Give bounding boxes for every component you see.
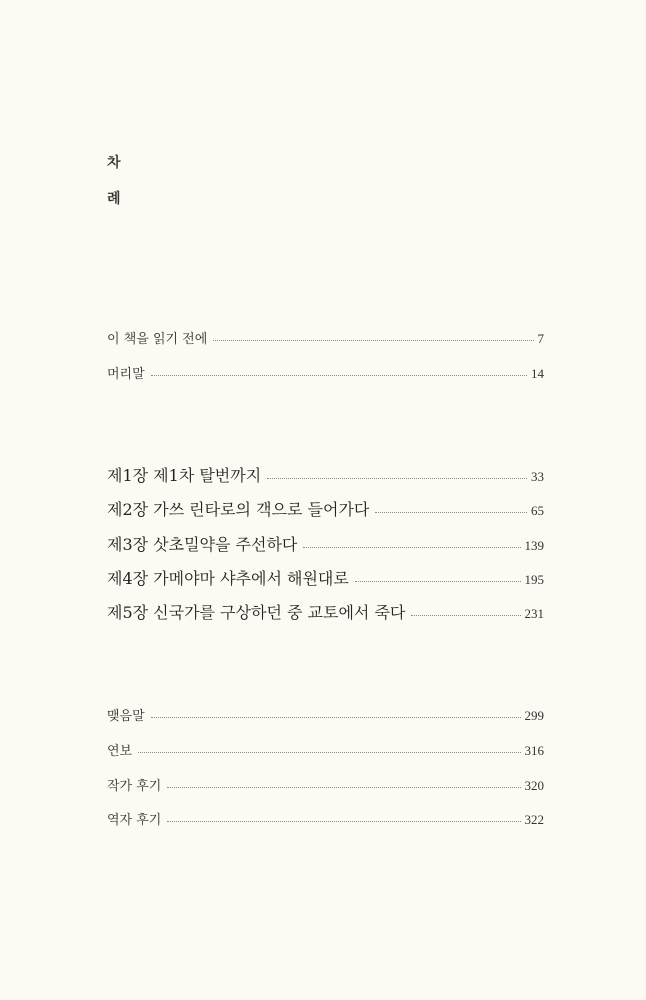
toc-entry-label: 제3장 삿초밀약을 주선하다 — [107, 535, 298, 554]
dot-leader — [151, 717, 521, 718]
toc-entry-chapter-4[interactable] — [107, 566, 544, 589]
dot-leader — [303, 547, 520, 548]
dot-leader — [355, 581, 521, 582]
toc-entry-page: 231 — [524, 606, 544, 621]
toc-entry-page: 299 — [524, 708, 544, 723]
toc-entry-author-afterword[interactable] — [107, 775, 544, 794]
dot-leader — [213, 340, 533, 341]
toc-entry-preface[interactable] — [107, 363, 544, 382]
dot-leader — [375, 512, 527, 513]
toc-entry-chapter-1[interactable] — [107, 463, 544, 486]
toc-entry-page: 139 — [524, 538, 544, 553]
toc-entry-page: 316 — [524, 743, 544, 758]
toc-entry-label: 제1장 제1차 탈번까지 — [107, 466, 262, 485]
toc-entry-page: 195 — [524, 572, 544, 587]
toc-entry-label: 제5장 신국가를 구상하던 중 교토에서 죽다 — [107, 603, 406, 622]
dot-leader — [167, 787, 520, 788]
toc-entry-label: 제4장 가메야마 샤추에서 해원대로 — [107, 569, 349, 588]
page-title-first-char: 차 — [107, 155, 121, 171]
page-title-second-char: 례 — [107, 191, 121, 207]
toc-entry-epilogue[interactable] — [107, 705, 544, 724]
toc-entry-before-reading[interactable] — [107, 328, 544, 347]
toc-entry-page: 320 — [524, 778, 544, 793]
dot-leader — [138, 752, 520, 753]
toc-entry-label: 머리말 — [107, 367, 145, 382]
toc-entry-chronology[interactable] — [107, 740, 544, 759]
toc-entry-page: 322 — [524, 812, 544, 827]
toc-entry-translator-afterword[interactable] — [107, 809, 544, 828]
toc-entry-page: 14 — [531, 366, 544, 381]
toc-entry-label: 작가 후기 — [107, 779, 162, 794]
toc-entry-label: 맺음말 — [107, 709, 145, 724]
toc-entry-label: 이 책을 읽기 전에 — [107, 332, 208, 347]
toc-entry-chapter-2[interactable] — [107, 497, 544, 520]
toc-entry-chapter-3[interactable] — [107, 532, 544, 555]
toc-entry-label: 제2장 가쓰 린타로의 객으로 들어가다 — [107, 500, 370, 519]
toc-entry-page: 7 — [537, 331, 544, 346]
dot-leader — [267, 478, 527, 479]
toc-entry-label: 연보 — [107, 744, 133, 759]
dot-leader — [151, 375, 527, 376]
toc-entry-chapter-5[interactable] — [107, 600, 544, 623]
toc-entry-label: 역자 후기 — [107, 813, 162, 828]
toc-entry-page: 33 — [531, 469, 544, 484]
dot-leader — [167, 821, 520, 822]
dot-leader — [411, 615, 520, 616]
toc-entry-page: 65 — [531, 503, 544, 518]
